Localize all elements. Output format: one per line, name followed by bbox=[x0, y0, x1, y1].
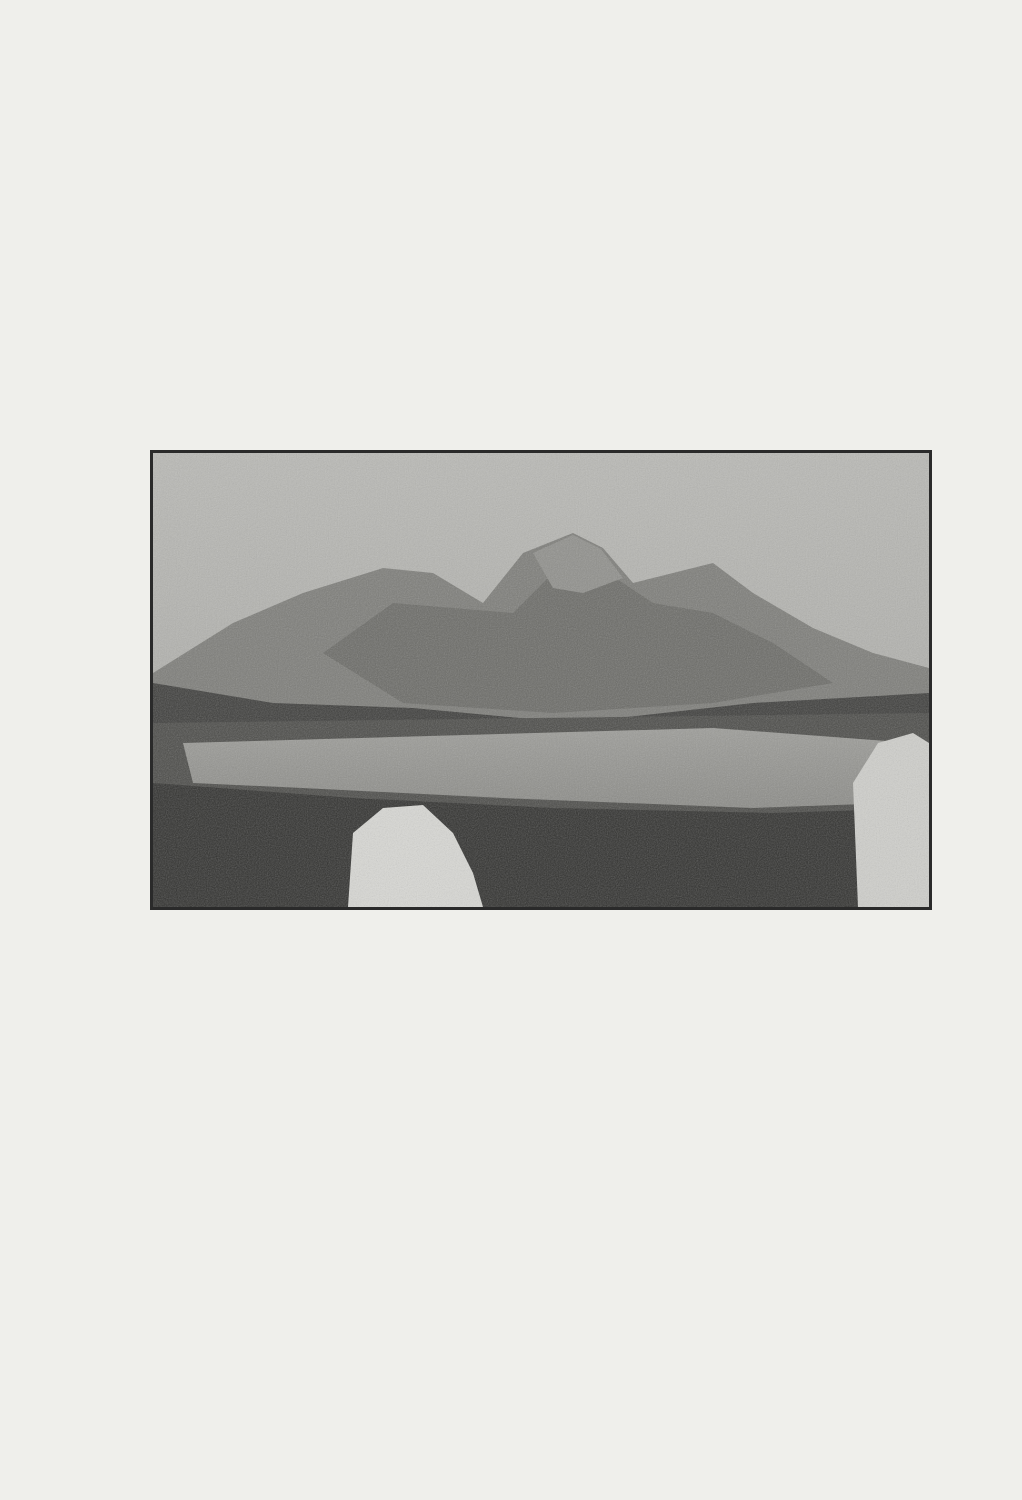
mountain-landscape-icon bbox=[153, 453, 929, 907]
mountain-landscape-photo bbox=[150, 450, 932, 910]
